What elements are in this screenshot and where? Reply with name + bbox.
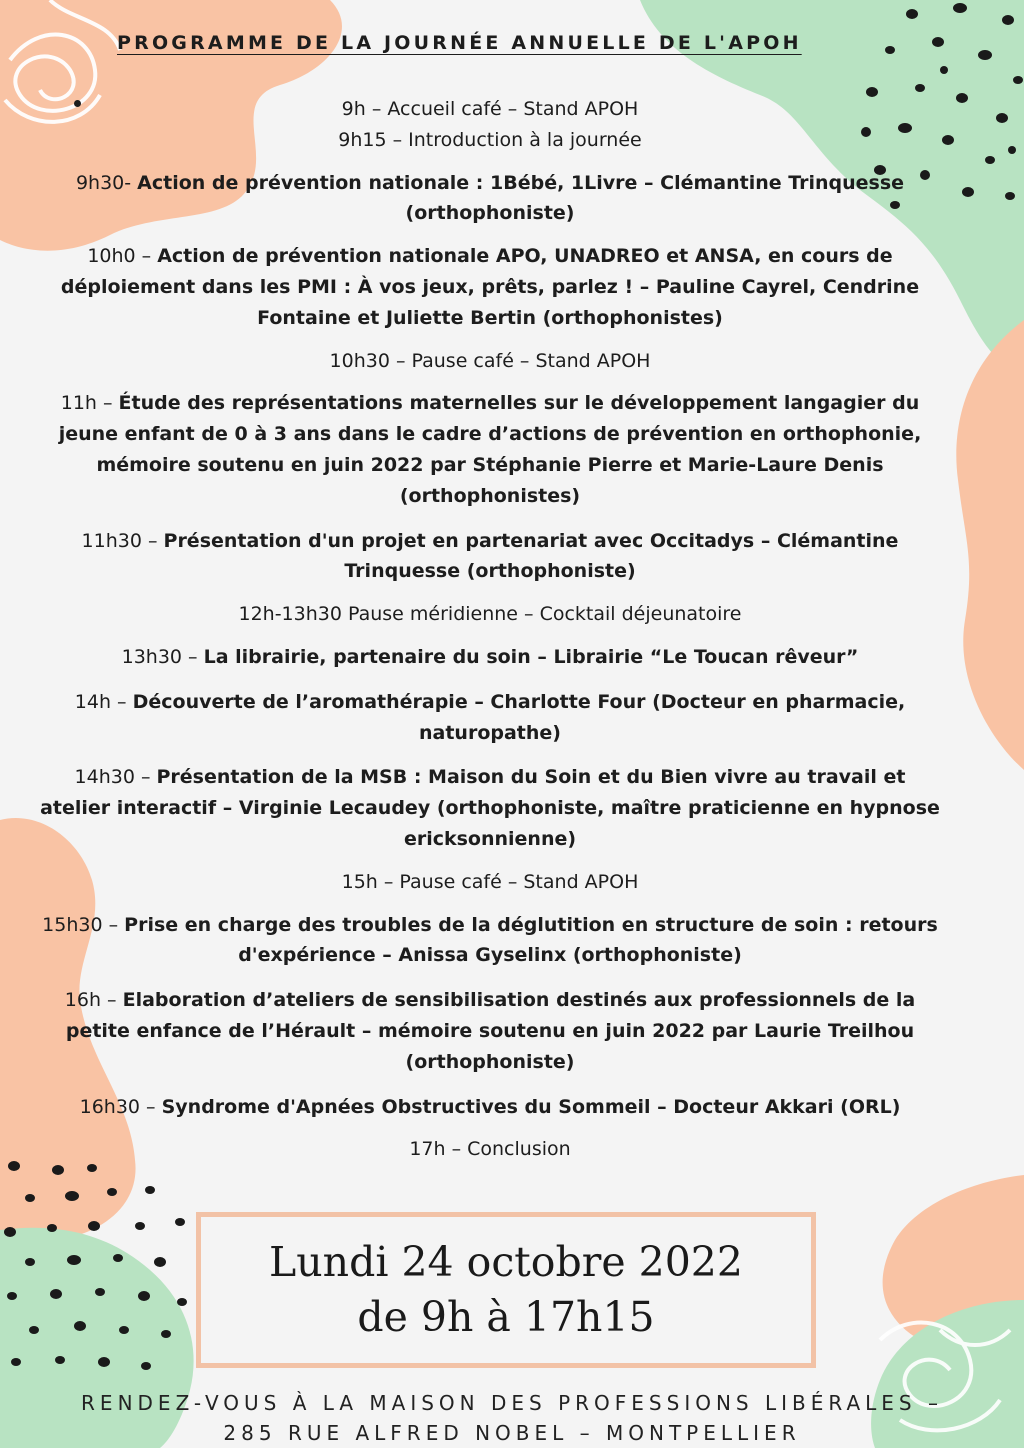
programme-description: La librairie, partenaire du soin – Librairie “Le Toucan rêveur” <box>203 645 859 668</box>
page-title: PROGRAMME DE LA JOURNÉE ANNUELLE DE L'APOH <box>117 32 802 54</box>
programme-description: Présentation de la MSB : Maison du Soin et du Bien vivre au travail et atelier interactif – Virginie Lecaudey (orthophoniste, maître praticienne en hypnose ericksonnienne) <box>40 766 940 850</box>
programme-list <box>40 94 940 1165</box>
footer-line-1: RENDEZ-VOUS À LA MAISON DES PROFESSIONS LIBÉRALES – <box>81 1391 943 1415</box>
programme-time: 9h – Accueil café – Stand APOH <box>341 98 639 120</box>
programme-item <box>40 388 940 511</box>
programme-time: 9h30- <box>75 171 138 194</box>
programme-item <box>40 526 940 588</box>
programme-description: Action de prévention nationale : 1Bébé, 1Livre – Clémantine Trinquesse (orthophoniste) <box>137 171 905 225</box>
programme-description: Action de prévention nationale APO, UNADREO et ANSA, en cours de déploiement dans les PMI : À vos jeux, prêts, parlez ! – Pauline Cayrel, Cendrine Fontaine et Juliette Bertin (orthophonistes) <box>60 245 920 329</box>
programme-item <box>40 1092 940 1123</box>
programme-time: 11h30 – <box>81 529 164 552</box>
programme-time: 14h – <box>74 690 133 713</box>
programme-item <box>40 599 940 630</box>
programme-time: 14h30 – <box>74 766 157 789</box>
programme-description: Prise en charge des troubles de la déglutition en structure de soin : retours d'expérience – Anissa Gyselinx (orthophoniste) <box>124 913 938 967</box>
programme-time: 12h-13h30 Pause méridienne – Cocktail déjeunatoire <box>238 603 742 626</box>
programme-item <box>40 241 940 333</box>
programme-time: 16h30 – <box>79 1095 162 1118</box>
footer-address <box>0 1388 1024 1448</box>
programme-description: Elaboration d’ateliers de sensibilisation destinés aux professionnels de la petite enfance de l’Hérault – mémoire soutenu en juin 2022 par Laurie Treilhou (orthophoniste) <box>65 989 916 1073</box>
programme-description: Étude des représentations maternelles sur le développement langagier du jeune enfant de 0 à 3 ans dans le cadre d’actions de prévention en orthophonie, mémoire soutenu en juin 2022 par Stéphanie Pierre et Marie-Laure Denis (orthophonistes) <box>58 392 922 507</box>
programme-description: Syndrome d'Apnées Obstructives du Sommeil – Docteur Akkari (ORL) <box>161 1095 901 1118</box>
programme-time: 13h30 – <box>121 645 204 668</box>
programme-time: 9h15 – Introduction à la journée <box>338 128 642 151</box>
programme-item <box>40 687 940 749</box>
programme-item <box>40 762 940 854</box>
time-range-line: de 9h à 17h15 <box>357 1293 655 1341</box>
programme-item <box>40 346 940 377</box>
programme-time: 16h – <box>64 989 123 1012</box>
programme-time: 15h – Pause café – Stand APOH <box>341 870 639 893</box>
programme-time: 15h30 – <box>42 913 125 936</box>
date-line: Lundi 24 octobre 2022 <box>269 1238 743 1286</box>
date-box <box>196 1212 816 1368</box>
programme-time: 11h – <box>60 392 119 415</box>
footer-line-2: 285 RUE ALFRED NOBEL – MONTPELLIER <box>223 1421 801 1445</box>
programme-item <box>40 125 940 156</box>
programme-description: Présentation d'un projet en partenariat avec Occitadys – Clémantine Trinquesse (orthophoniste) <box>163 529 899 583</box>
programme-description: Découverte de l’aromathérapie – Charlotte Four (Docteur en pharmacie, naturopathe) <box>132 690 906 744</box>
programme-item <box>40 642 940 673</box>
peach-blob-right <box>956 320 1024 770</box>
programme-item <box>40 910 940 972</box>
programme-time: 17h – Conclusion <box>409 1138 571 1161</box>
programme-item <box>40 985 940 1077</box>
programme-item <box>40 1134 940 1165</box>
programme-time: 10h30 – Pause café – Stand APOH <box>329 349 651 372</box>
programme-item <box>40 168 940 230</box>
programme-time: 10h0 – <box>87 245 158 268</box>
programme-item <box>40 94 940 125</box>
programme-item <box>40 867 940 898</box>
